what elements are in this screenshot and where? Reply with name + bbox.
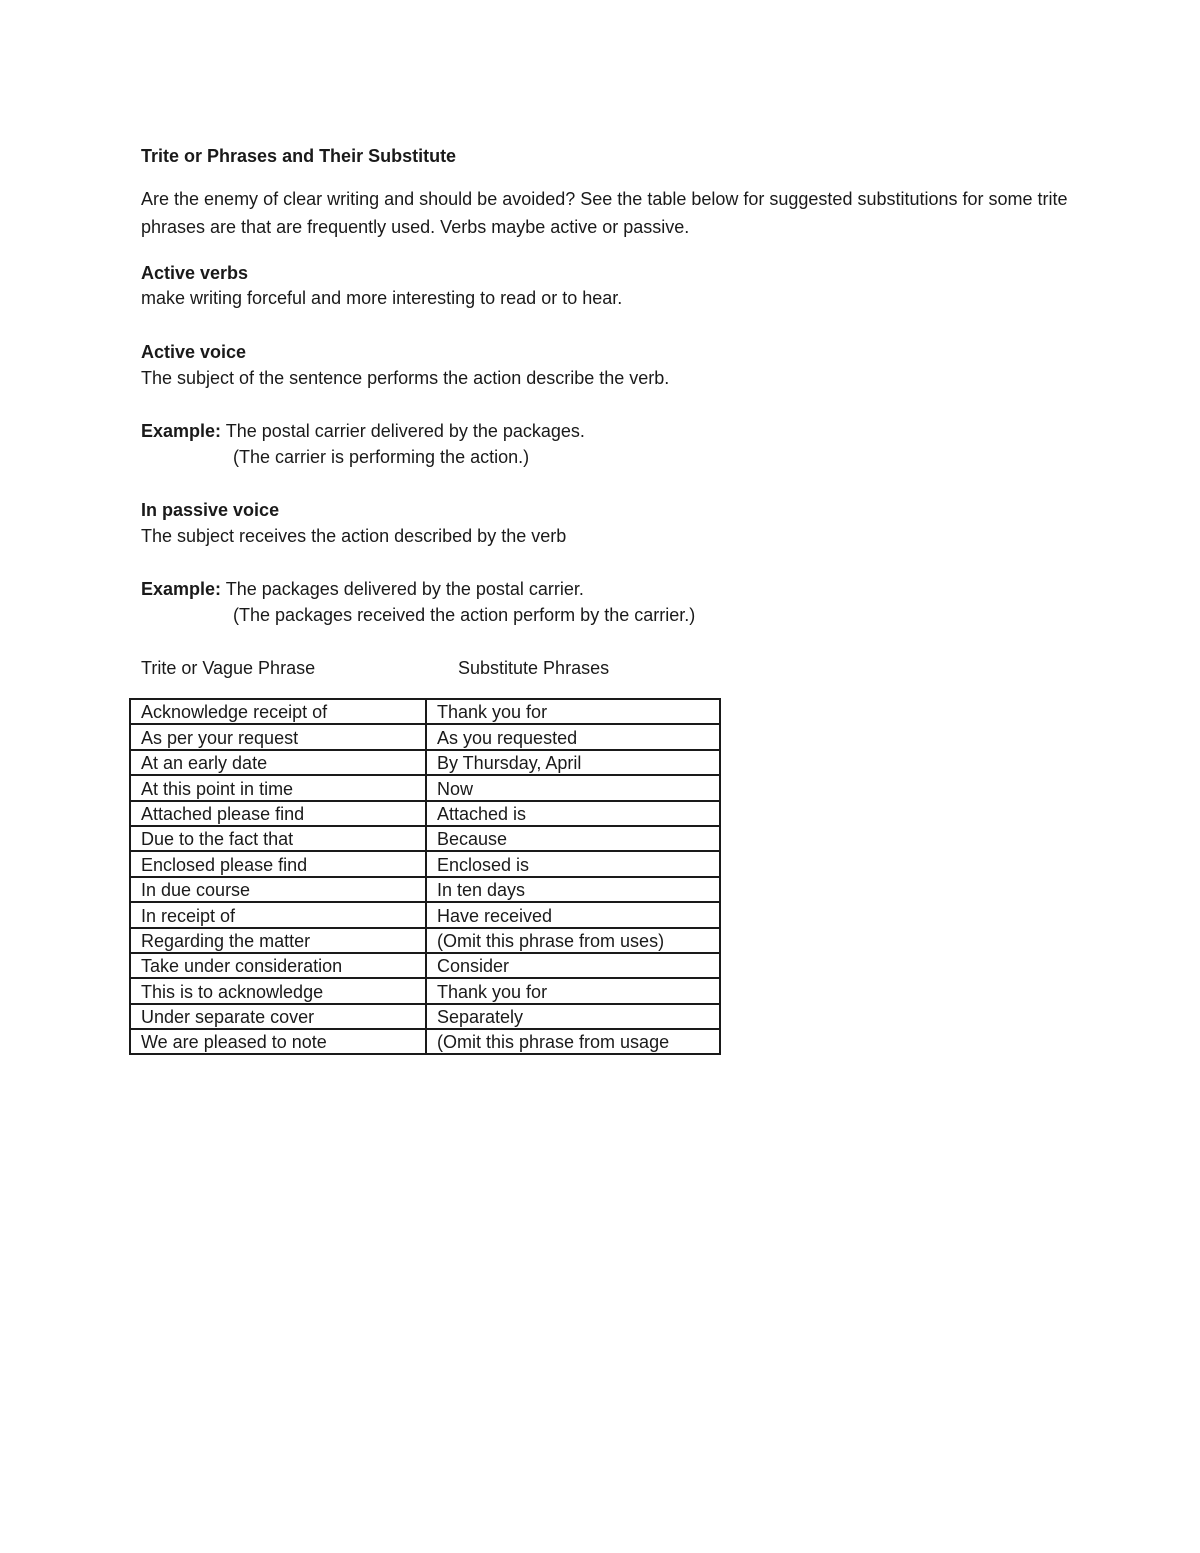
trite-phrase-cell: Attached please find: [130, 801, 426, 826]
substitute-phrase-cell: In ten days: [426, 877, 720, 902]
trite-phrase-cell: Under separate cover: [130, 1004, 426, 1029]
table-row: [130, 902, 720, 927]
trite-phrase-cell: Take under consideration: [130, 953, 426, 978]
table-row: [130, 928, 720, 953]
trite-phrase-cell: At this point in time: [130, 775, 426, 800]
table-row: [130, 1004, 720, 1029]
substitute-phrase-cell: Separately: [426, 1004, 720, 1029]
table-row: [130, 750, 720, 775]
active-voice-heading: Active voice: [141, 342, 247, 362]
passive-voice-example: [141, 578, 584, 600]
table-row: [130, 775, 720, 800]
trite-phrase-cell: Enclosed please find: [130, 851, 426, 876]
column-header-trite: Trite or Vague Phrase: [141, 658, 316, 678]
document-title: Trite or Phrases and Their Substitute: [141, 146, 457, 166]
trite-phrase-cell: At an early date: [130, 750, 426, 775]
trite-phrase-cell: Regarding the matter: [130, 928, 426, 953]
example-text: The packages delivered by the postal carrier.: [225, 579, 584, 599]
trite-phrase-cell: Due to the fact that: [130, 826, 426, 851]
example-label: Example:: [141, 421, 222, 441]
active-voice-example: [141, 420, 585, 442]
substitute-phrase-cell: As you requested: [426, 724, 720, 749]
substitute-phrase-cell: Enclosed is: [426, 851, 720, 876]
table-row: [130, 877, 720, 902]
table-row: [130, 699, 720, 724]
trite-phrase-cell: This is to acknowledge: [130, 978, 426, 1003]
table-row: [130, 953, 720, 978]
passive-voice-heading: In passive voice: [141, 500, 280, 520]
active-verbs-text: make writing forceful and more interesting to read or to hear.: [141, 288, 623, 308]
substitute-phrase-cell: Because: [426, 826, 720, 851]
active-verbs-heading: Active verbs: [141, 263, 249, 283]
table-row: [130, 1029, 720, 1054]
substitute-phrase-cell: Consider: [426, 953, 720, 978]
substitute-phrase-cell: Have received: [426, 902, 720, 927]
active-voice-example-note: (The carrier is performing the action.): [233, 447, 530, 467]
passive-voice-example-note: (The packages received the action perform by the carrier.): [233, 605, 696, 625]
trite-phrase-cell: In due course: [130, 877, 426, 902]
substitute-phrase-cell: (Omit this phrase from uses): [426, 928, 720, 953]
phrase-table: [129, 698, 721, 1055]
substitute-phrase-cell: Attached is: [426, 801, 720, 826]
table-row: [130, 801, 720, 826]
substitute-phrase-cell: (Omit this phrase from usage: [426, 1029, 720, 1054]
table-row: [130, 826, 720, 851]
table-row: [130, 851, 720, 876]
substitute-phrase-cell: Thank you for: [426, 699, 720, 724]
trite-phrase-cell: As per your request: [130, 724, 426, 749]
column-header-substitute: Substitute Phrases: [458, 658, 610, 678]
example-label: Example:: [141, 579, 222, 599]
substitute-phrase-cell: By Thursday, April: [426, 750, 720, 775]
table-row: [130, 724, 720, 749]
passive-voice-text: The subject receives the action described by the verb: [141, 526, 567, 546]
intro-paragraph: Are the enemy of clear writing and should be avoided? See the table below for suggested substitutions for some trite phrases are that are frequently used. Verbs maybe active or passive.: [141, 189, 1068, 237]
example-text: The postal carrier delivered by the packages.: [225, 421, 585, 441]
trite-phrase-cell: In receipt of: [130, 902, 426, 927]
trite-phrase-cell: Acknowledge receipt of: [130, 699, 426, 724]
active-voice-text: The subject of the sentence performs the action describe the verb.: [141, 368, 670, 388]
trite-phrase-cell: We are pleased to note: [130, 1029, 426, 1054]
substitute-phrase-cell: Now: [426, 775, 720, 800]
substitute-phrase-cell: Thank you for: [426, 978, 720, 1003]
table-row: [130, 978, 720, 1003]
